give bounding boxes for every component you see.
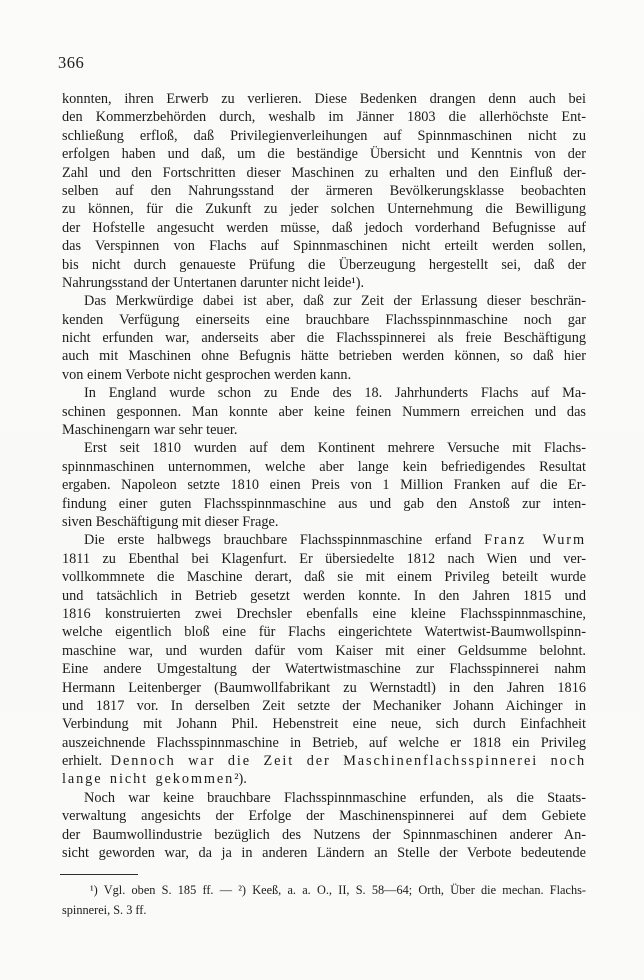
- text-segment: verwaltung angesichts der Erfolge der Maschinenspinnerei auf dem Gebiete: [62, 808, 586, 825]
- text-line: [62, 347, 586, 365]
- text-segment: Hermann Leitenberger (Baumwollfabrikant zu Wernstadtl) in den Jahren 1816: [62, 679, 586, 696]
- text-segment: bis nicht durch genaueste Prüfung die Überzeugung hergestellt sei, daß der: [62, 256, 586, 273]
- text-segment: schließung erfloß, daß Privilegienverleihungen auf Spinnmaschinen nicht zu: [62, 127, 586, 144]
- text-segment: und tatsächlich in Betrieb gesetzt werden konnte. In den Jahren 1815 und: [62, 587, 586, 604]
- text-segment: kenden Verfügung einerseits eine brauchbare Flachsspinnmaschine noch gar: [62, 311, 586, 328]
- text-segment: In England wurde schon zu Ende des 18. Jahrhunderts Flachs auf Ma-: [84, 385, 586, 402]
- text-line: [62, 734, 586, 752]
- text-line: [62, 587, 586, 605]
- text-segment: 1811 zu Ebenthal bei Klagenfurt. Er übersiedelte 1812 nach Wien und ver-: [62, 550, 586, 567]
- text-line: [62, 366, 586, 384]
- text-segment: welche eigentlich bloß eine für Flachs eingerichtete Watertwist-Baumwollspinn-: [62, 624, 586, 641]
- text-segment: 1816 konstruierten zwei Drechsler ebenfalls eine kleine Flachsspinnmaschine,: [62, 605, 586, 622]
- text-line: [62, 182, 586, 200]
- text-line: [62, 568, 586, 586]
- text-segment: maschine war, und wurden dafür vom Kaiser mit einer Geldsumme belohnt.: [62, 642, 586, 659]
- text-line: [62, 789, 586, 807]
- text-line: [62, 495, 586, 513]
- text-segment: konnten, ihren Erwerb zu verlieren. Diese Bedenken drangen denn auch bei: [62, 91, 586, 107]
- text-segment: auch mit Maschinen ohne Befugnis hätte betrieben werden können, so daß hier: [62, 348, 586, 365]
- text-line: [62, 90, 586, 108]
- page-number: 366: [58, 53, 85, 72]
- text-segment: erfolgen haben und daß, um die beständige Übersicht und Kenntnis von der: [62, 146, 586, 163]
- text-line: [62, 274, 586, 292]
- text-line: [62, 752, 586, 770]
- text-segment: schinen gesponnen. Man konnte aber keine feinen Nummern erreichen und das: [62, 403, 586, 420]
- text-segment: das Verspinnen von Flachs auf Spinnmaschinen nicht erteilt werden sollen,: [62, 238, 586, 255]
- text-segment: ergaben. Napoleon setzte 1810 einen Preis von 1 Million Franken auf die Er-: [62, 477, 586, 494]
- text-line: [62, 531, 586, 549]
- text-segment: Verbindung mit Johann Phil. Hebenstreit eine neue, sich durch Einfachheit: [62, 716, 586, 733]
- text-segment: findung einer guten Flachsspinnmaschine aus und gab den Anstoß zur inten-: [62, 495, 586, 512]
- paragraph: [62, 531, 586, 788]
- paragraph: [62, 292, 586, 384]
- text-segment: zu können, für die Zukunft zu jeder solchen Unternehmung die Bewilligung: [62, 201, 586, 218]
- text-segment: den Kommerzbehörden durch, weshalb im Jänner 1803 die allerhöchste Ent-: [62, 109, 586, 126]
- text-segment: sicht geworden war, da ja in anderen Ländern an Stelle der Verbote bedeutende: [62, 845, 586, 862]
- text-line: [62, 237, 586, 255]
- text-segment: siven Beschäftigung mit dieser Frage.: [62, 513, 279, 530]
- letterspaced-text: Dennoch war die Zeit der Maschinenflachsspinnerei noch: [110, 753, 586, 770]
- text-line: [62, 476, 586, 494]
- text-line: [62, 807, 586, 825]
- text-segment: Nahrungsstand der Untertanen darunter nicht leide¹).: [62, 274, 365, 291]
- text-line: [62, 145, 586, 163]
- text-segment: spinnerei, S. 3 ff.: [62, 902, 147, 917]
- text-segment: Noch war keine brauchbare Flachsspinnmaschine erfunden, als die Staats-: [84, 789, 586, 806]
- text-line: [62, 200, 586, 218]
- text-segment: Das Merkwürdige dabei ist aber, daß zur Zeit der Erlassung dieser beschrän-: [84, 293, 586, 310]
- text-line: [62, 697, 586, 715]
- text-segment: von einem Verbote nicht gesprochen werden kann.: [62, 366, 352, 383]
- text-line: [62, 679, 586, 697]
- text-line: [62, 605, 586, 623]
- text-line: [62, 127, 586, 145]
- text-line: [62, 844, 586, 862]
- text-segment: und 1817 vor. In derselben Zeit setzte der Mechaniker Johann Aichinger in: [62, 697, 586, 714]
- text-line: [62, 715, 586, 733]
- text-line: [62, 384, 586, 402]
- text-line: [62, 219, 586, 237]
- footnote-line: [62, 881, 586, 901]
- letterspaced-text: Franz Wurm: [484, 532, 586, 549]
- text-segment: vollkommnete die Maschine derart, daß sie mit einem Privileg beteilt wurde: [62, 569, 586, 586]
- text-line: [62, 421, 586, 439]
- body-text: [62, 90, 586, 862]
- text-line: [62, 292, 586, 310]
- paragraph: [62, 789, 586, 863]
- text-line: [62, 660, 586, 678]
- text-segment: der Baumwollindustrie bezüglich des Nutzens der Spinnmaschinen anderer An-: [62, 826, 586, 843]
- text-segment: der Hofstelle angesucht werden müsse, daß jedoch vorderhand Befugnisse auf: [62, 219, 586, 236]
- footnote-separator: [60, 874, 138, 875]
- text-line: [62, 770, 586, 788]
- text-line: [62, 439, 586, 457]
- page-text: [62, 90, 586, 920]
- text-line: [62, 164, 586, 182]
- text-segment: Erst seit 1810 wurden auf dem Kontinent mehrere Versuche mit Flachs-: [84, 440, 586, 457]
- text-segment: selben auf den Nahrungsstand der ärmeren Bevölkerungsklasse beobachten: [62, 182, 586, 199]
- text-segment: erhielt.: [62, 753, 111, 770]
- footnote-line: [62, 901, 586, 921]
- footnote: [62, 881, 586, 920]
- text-segment: spinnmaschinen unternommen, welche aber lange kein befriedigendes Resultat: [62, 458, 586, 475]
- paragraph: [62, 439, 586, 531]
- text-line: [62, 550, 586, 568]
- text-line: [62, 458, 586, 476]
- text-segment: Eine andere Umgestaltung der Watertwistmaschine zur Flachsspinnerei nahm: [62, 661, 586, 678]
- text-line: [62, 256, 586, 274]
- text-line: [62, 311, 586, 329]
- text-segment: Maschinengarn war sehr teuer.: [62, 422, 238, 439]
- text-line: [62, 513, 586, 531]
- text-line: [62, 108, 586, 126]
- text-line: [62, 826, 586, 844]
- paragraph: [62, 384, 586, 439]
- text-line: [62, 329, 586, 347]
- text-line: [62, 403, 586, 421]
- paragraph: [62, 90, 586, 292]
- text-segment: ¹) Vgl. oben S. 185 ff. — ²) Keeß, a. a. O., II, S. 58—64; Orth, Über die mechan. Flachs-: [90, 883, 586, 898]
- text-line: [62, 642, 586, 660]
- letterspaced-text: lange nicht gekommen: [62, 771, 235, 788]
- text-segment: Die erste halbwegs brauchbare Flachsspinnmaschine erfand: [84, 532, 485, 549]
- text-segment: ²).: [234, 771, 247, 788]
- text-line: [62, 623, 586, 641]
- text-segment: auszeichnende Flachsspinnmaschine in Betrieb, auf welche er 1818 ein Privileg: [62, 734, 586, 751]
- text-segment: nicht erfunden war, anderseits aber die Flachsspinnerei als freie Beschäftigung: [62, 330, 586, 347]
- text-segment: Zahl und den Fortschritten dieser Maschinen zu erhalten und den Einfluß der-: [62, 164, 586, 181]
